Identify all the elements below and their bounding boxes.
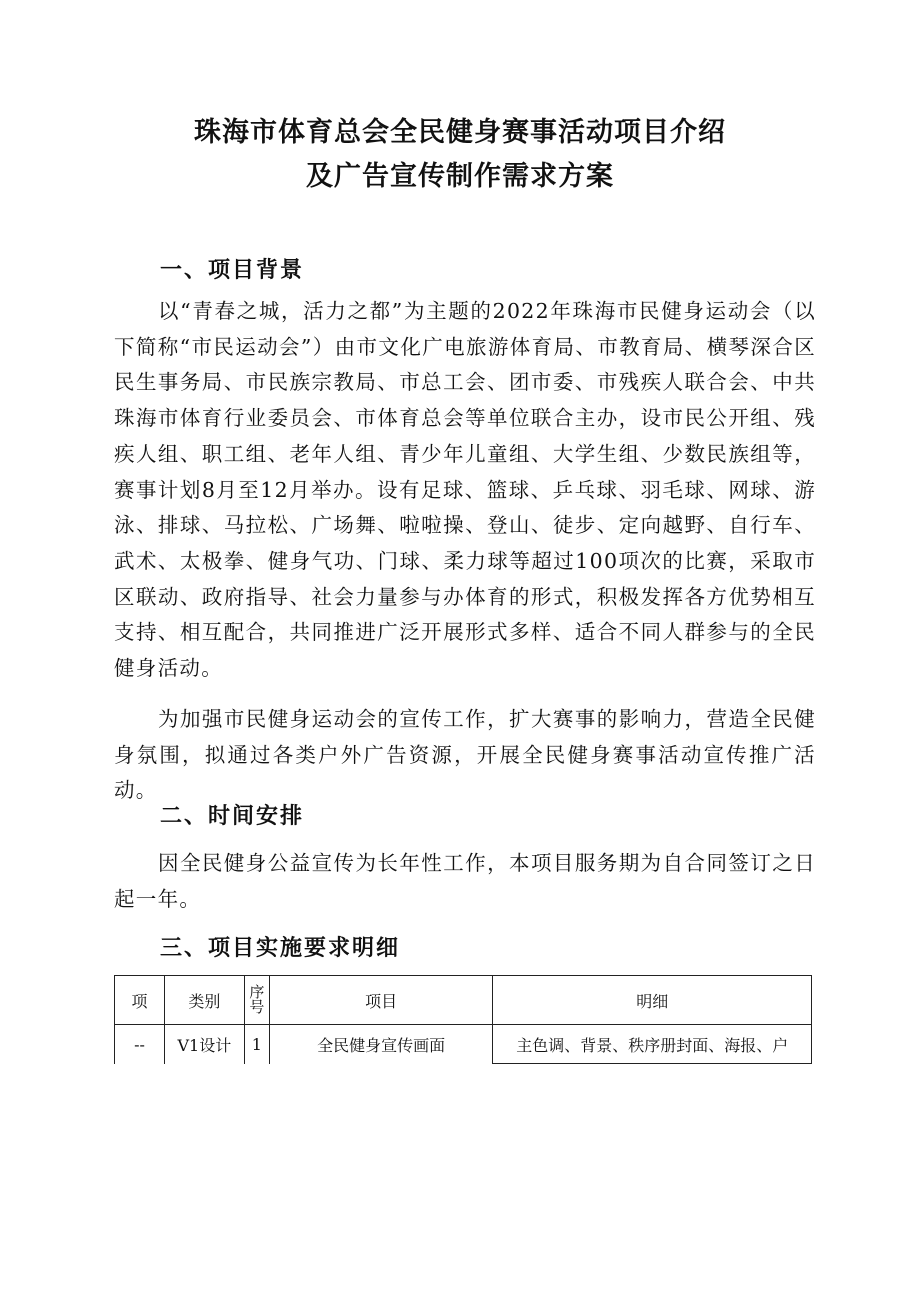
requirements-table <box>114 975 812 1064</box>
schedule-paragraph: 因全民健身公益宣传为长年性工作，本项目服务期为自合同签订之日起一年。 <box>114 851 816 911</box>
section-heading-requirements: 三、项目实施要求明细 <box>160 935 401 961</box>
section-heading-background: 一、项目背景 <box>160 257 305 283</box>
table-header-cell: 项目 <box>269 976 493 1025</box>
table-cell: 主色调、背景、秩序册封面、海报、户 <box>493 1025 812 1064</box>
table-cell: 全民健身宣传画面 <box>269 1025 493 1064</box>
table-header-cell: 类别 <box>164 976 244 1025</box>
table-header-cell: 序号 <box>244 976 269 1025</box>
background-paragraph-1: 以“青春之城，活力之都”为主题的2022年珠海市民健身运动会（以下简称“市民运动会”）由市文化广电旅游体育局、市教育局、横琴深合区民生事务局、市民族宗教局、市总工会、团市委、市残疾人联合会、中共珠海市体育行业委员会、市体育总会等单位联合主办，设市民公开组、残疾人组、职工组、老年人组、青少年儿童组、大学生组、少数民族组等，赛事计划8月至12月举办。设有足球、篮球、乒乓球、羽毛球、网球、游泳、排球、马拉松、广场舞、啦啦操、登山、徒步、定向越野、自行车、武术、太极拳、健身气功、门球、柔力球等超过100项次的比赛，采取市区联动、政府指导、社会力量参与办体育的形式，积极发挥各方优势相互支持、相互配合，共同推进广泛开展形式多样、适合不同人群参与的全民健身活动。 <box>114 299 816 681</box>
document-title-line-2: 及广告宣传制作需求方案 <box>306 161 614 192</box>
table-cell: 1 <box>244 1025 269 1064</box>
table-cell: V1设计 <box>164 1025 244 1064</box>
document-title-line-1: 珠海市体育总会全民健身赛事活动项目介绍 <box>194 117 726 148</box>
background-paragraph-2: 为加强市民健身运动会的宣传工作，扩大赛事的影响力，营造全民健身氛围，拟通过各类户外广告资源，开展全民健身赛事活动宣传推广活动。 <box>114 707 816 803</box>
table-header-cell: 项 <box>115 976 165 1025</box>
table-header-cell: 明细 <box>493 976 812 1025</box>
section-heading-schedule: 二、时间安排 <box>160 803 305 829</box>
table-cell: -- <box>115 1025 165 1064</box>
table-header-row <box>115 976 812 1025</box>
table-row <box>115 1025 812 1064</box>
